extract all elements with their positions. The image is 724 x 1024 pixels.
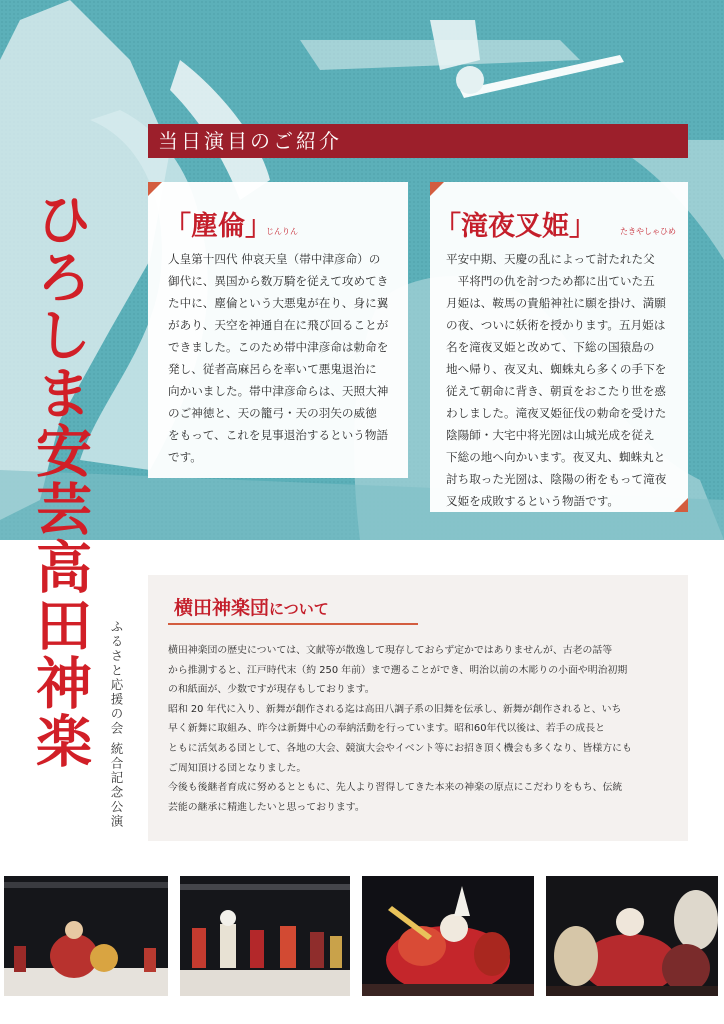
performance-photo (180, 876, 350, 996)
program-title: 「滝夜叉姫」 (434, 211, 596, 242)
program-description: 平安中期、天慶の乱によって討たれた父 平将門の仇を討つため都に出ていた五 月姫は、鞍馬の貴船神社に願を掛け、満願 の夜、ついに妖術を授かります。五月姫は 名を滝夜叉姫と改めて、下総の国猿島の 地へ帰り、夜叉丸、蜘蛛丸ら多くの手下を 従えて朝命に背き、朝貢をおこたり世を惑 わしました。滝夜叉姫征伐の勅命を受けた 陰陽師・大宅中将光圀は山城光成を従え 下総の地へ向かいます。夜叉丸、蜘蛛丸と 討ち取った光圀は、陰陽の術をもって滝夜 叉姫を成敗するという物語です。 (446, 252, 667, 508)
corner-accent (148, 182, 162, 196)
section-heading-bar: 当日演目のご紹介 (148, 124, 688, 158)
program-ruby: じんりん (266, 227, 298, 236)
about-section (148, 575, 688, 841)
troupe-name: 横田神楽団 (174, 597, 270, 619)
subtitle: ふるさと応援の会 統合記念公演 (109, 620, 124, 829)
performance-photo (546, 876, 718, 996)
program-ruby: たきやしゃひめ (620, 227, 676, 236)
corner-accent (430, 182, 444, 196)
program-card-jinrin (148, 182, 408, 478)
title-underline (168, 623, 418, 625)
about-title (174, 593, 329, 620)
program-description: 人皇第十四代 仲哀天皇（帯中津彦命）の 御代に、異国から数万騎を従えて攻めてき た中に、塵倫という大悪鬼が在り、身に翼 があり、天空を神通自在に飛び回ることが できました。このため帯中津彦命は勅命を 発し、従者高麻呂らを率いて悪鬼退治に 向かいました。帯中津彦命らは、天照大神 のご神徳と、天の籠弓・天の羽矢の威徳 をもって、これを見事退治するという物語 です。 (168, 252, 389, 464)
about-title-suffix: について (269, 600, 329, 618)
performance-photo (4, 876, 168, 996)
program-title: 「塵倫」 (164, 211, 272, 242)
main-title: ひろしま安芸高田神楽 (27, 190, 93, 770)
about-description: 横田神楽団の歴史については、文献等が散逸して現存しておらず定かではありませんが、古老の話等 から推測すると、江戸時代末（約 250 年前）まで遡ることができ、明治以前の木彫りの小面や明治初期 の和紙面が、少数ですが現存もしております。 昭和 20 年代に入り、新舞が創作される迄は高田八調子系の旧舞を伝承し、新舞が創作されると、いち 早く新舞に取組み、昨今は新舞中心の奉納活動を行っています。昭和60年代以後は、若手の成長と ともに活気ある団として、各地の大会、競演大会やイベント等にお招き頂く機会も多くなり、皆様方にも ご周知頂ける団となりました。 今後も後継者育成に努めるとともに、先人より習得してきた本来の神楽の原点にこだわりをもち、伝統 芸能の継承に精進したいと思っております。 (168, 645, 632, 813)
performance-photo (362, 876, 534, 996)
program-card-takiyasha (430, 182, 688, 512)
